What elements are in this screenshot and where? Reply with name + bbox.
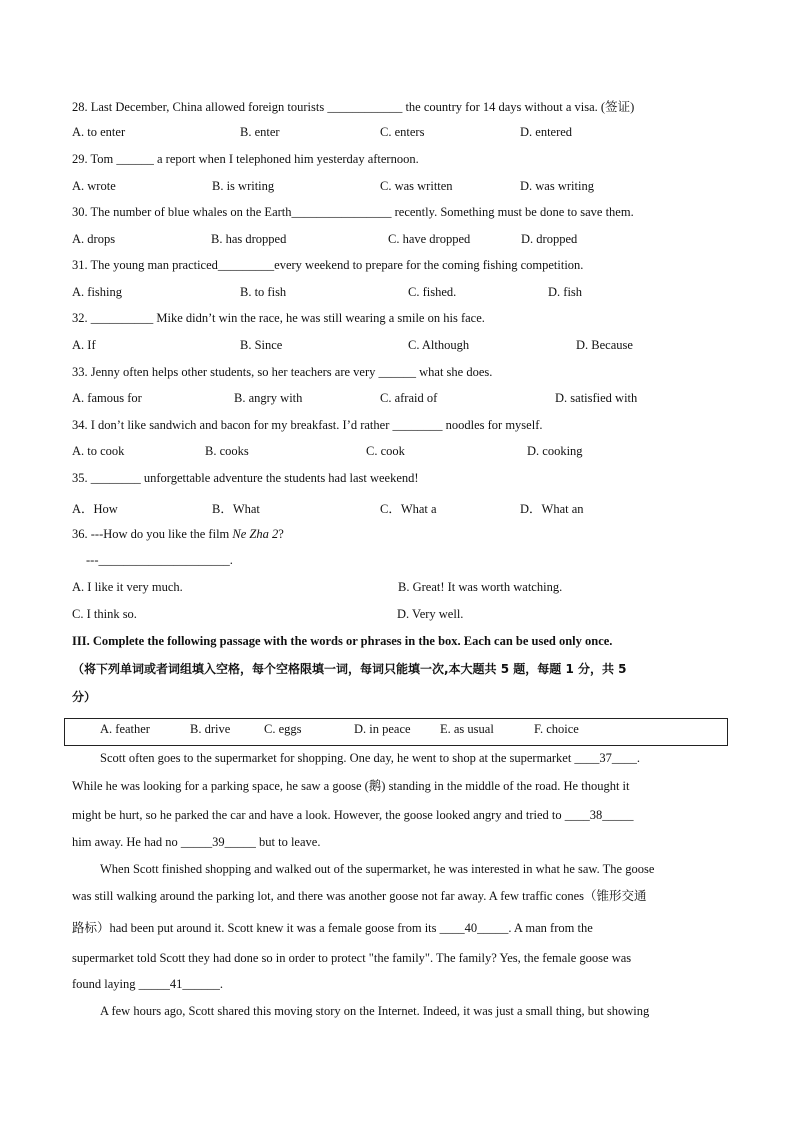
question-29-stem: 29. Tom ______ a report when I telephoned him yesterday afternoon. [72,152,419,166]
passage-line-4: him away. He had no _____39_____ but to leave. [72,835,321,849]
word-box-item-d: D. in peace [354,722,411,736]
q35-option-d: D．What an [520,502,584,516]
question-35-stem: 35. ________ unforgettable adventure the students had last weekend! [72,471,419,485]
q36-option-a: A. I like it very much. [72,580,183,594]
q33-option-a: A. famous for [72,391,142,405]
q34-option-b: B. cooks [205,444,249,458]
question-31-stem: 31. The young man practiced_________every weekend to prepare for the coming fishing competition. [72,258,584,272]
q31-option-c: C. fished. [408,285,457,299]
word-box-item-c: C. eggs [264,722,302,736]
passage-line-9: found laying _____41______. [72,977,224,991]
q30-option-a: A. drops [72,232,116,246]
passage-line-2: While he was looking for a parking space, he saw a goose (鹅) standing in the middle of the road. He thought it [72,779,630,793]
q31-option-a: A. fishing [72,285,122,299]
passage-line-1: Scott often goes to the supermarket for shopping. One day, he went to shop at the supermarket ____37____. [100,751,641,765]
question-33-stem: 33. Jenny often helps other students, so her teachers are very ______ what she does. [72,365,493,379]
word-box-item-b: B. drive [190,722,231,736]
q32-option-a: A. If [72,338,96,352]
passage-line-8: supermarket told Scott they had done so in order to protect "the family". The family? Yes, the female goose was [72,951,632,965]
q30-option-d: D. dropped [521,232,578,246]
passage-line-5: When Scott finished shopping and walked out of the supermarket, he was interested in what he saw. The goose [100,862,655,876]
passage-line-10: A few hours ago, Scott shared this moving story on the Internet. Indeed, it was just a small thing, but showing [100,1004,650,1018]
q34-option-a: A. to cook [72,444,125,458]
q33-option-c: C. afraid of [380,391,438,405]
section-3-instruction: （将下列单词或者词组填入空格，每个空格限填一词，每词只能填一次,本大题共 5 题，每题 1 分，共 5 [72,662,627,676]
question-28-stem: 28. Last December, China allowed foreign tourists ____________ the country for 14 days without a visa. (签证) [72,100,635,114]
q30-option-b: B. has dropped [211,232,287,246]
q28-option-d: D. entered [520,125,573,139]
q31-option-b: B. to fish [240,285,287,299]
question-32-stem: 32. __________ Mike didn’t win the race, he was still wearing a smile on his face. [72,311,485,325]
q36-option-d: D. Very well. [397,607,464,621]
q34-option-c: C. cook [366,444,405,458]
q29-option-d: D. was writing [520,179,594,193]
passage-line-7: 路标）had been put around it. Scott knew it was a female goose from its ____40_____. A man from the [72,921,593,935]
passage-line-6: was still walking around the parking lot, and there was another goose not far away. A few traffic cones（锥形交通 [72,889,647,903]
q33-option-d: D. satisfied with [555,391,638,405]
q33-option-b: B. angry with [234,391,303,405]
q29-option-b: B. is writing [212,179,275,193]
q35-option-b: B．What [212,502,260,516]
word-box-item-f: F. choice [534,722,579,736]
q31-option-d: D. fish [548,285,583,299]
q30-option-c: C. have dropped [388,232,471,246]
section-3-heading: III. Complete the following passage with the words or phrases in the box. Each can be used only once. [72,634,613,648]
q28-option-c: C. enters [380,125,425,139]
q36-option-c: C. I think so. [72,607,137,621]
q34-option-d: D. cooking [527,444,583,458]
q28-option-b: B. enter [240,125,280,139]
question-36-stem [72,527,284,542]
word-box-item-a: A. feather [100,722,150,736]
q36-stem-prefix: 36. ---How do you like the film [72,527,233,541]
q32-option-c: C. Although [408,338,470,352]
passage-line-3: might be hurt, so he parked the car and have a look. However, the goose looked angry and tried to ____38_____ [72,808,634,822]
q36-option-b: B. Great! It was worth watching. [398,580,563,594]
q29-option-c: C. was written [380,179,453,193]
q28-option-a: A. to enter [72,125,126,139]
q29-option-a: A. wrote [72,179,116,193]
q32-option-d: D. Because [576,338,633,352]
q36-reply: ---_____________________. [86,553,233,567]
q36-film-title: Ne Zha 2 [232,527,279,541]
q32-option-b: B. Since [240,338,283,352]
q35-option-c: C．What a [380,502,437,516]
q35-option-a: A．How [72,502,118,516]
section-3-instruction-end: 分） [72,690,97,704]
question-30-stem: 30. The number of blue whales on the Earth________________ recently. Something must be done to save them. [72,205,634,219]
word-box-item-e: E. as usual [440,722,494,736]
question-34-stem: 34. I don’t like sandwich and bacon for my breakfast. I’d rather ________ noodles for myself. [72,418,543,432]
q36-stem-suffix: ? [278,527,284,541]
